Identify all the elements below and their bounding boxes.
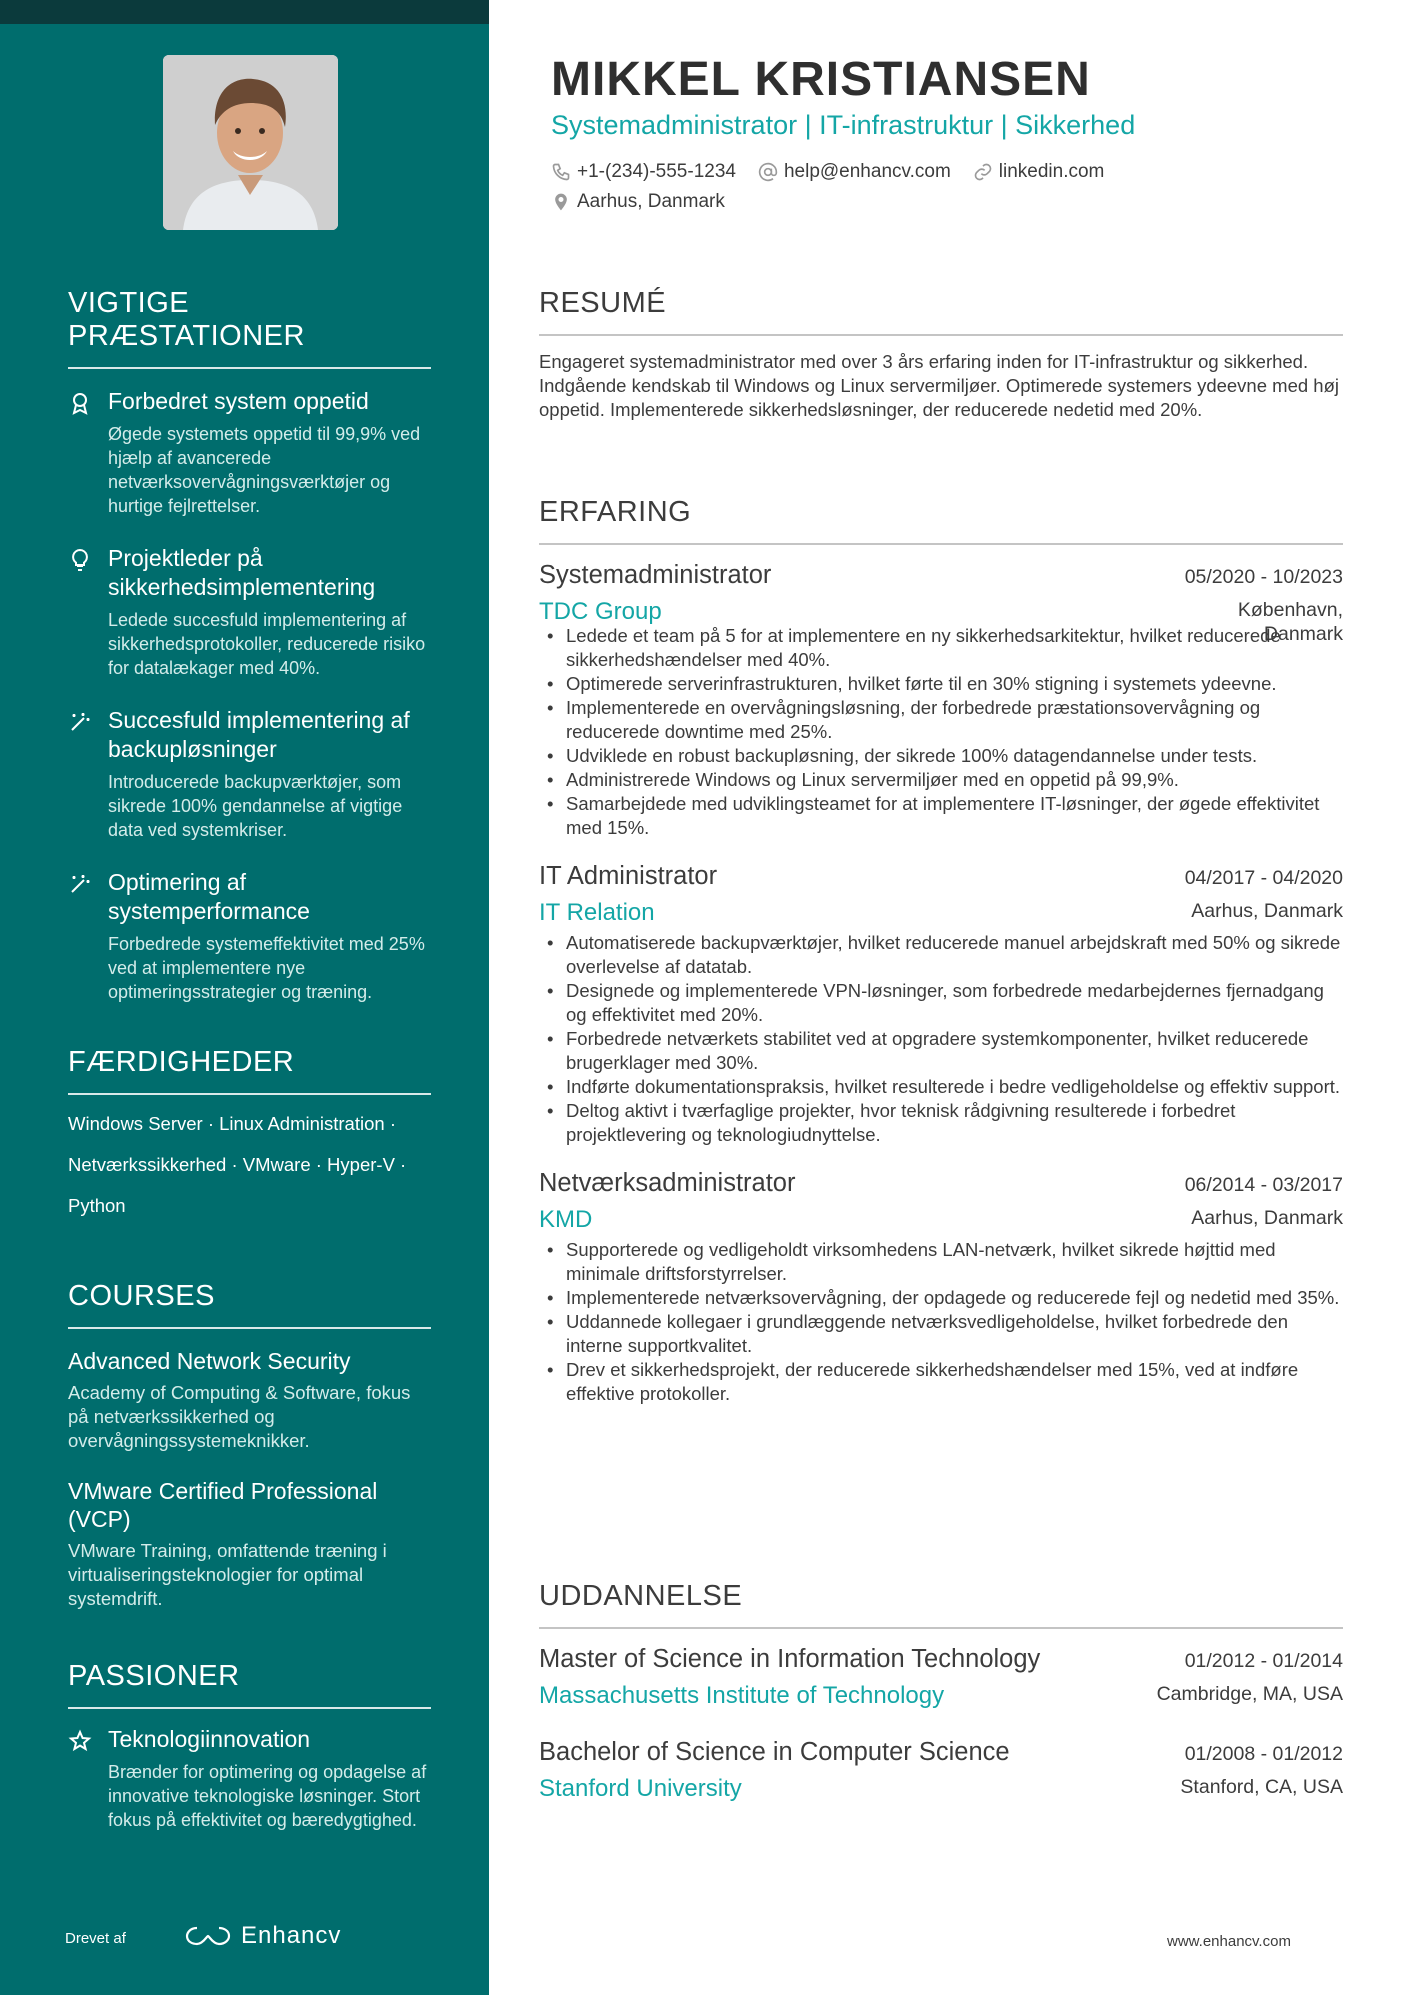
- school-name: Stanford University: [539, 1775, 742, 1802]
- contact-row: [551, 161, 1104, 183]
- email-text: help@enhancv.com: [783, 161, 951, 182]
- job-entry: [539, 862, 1343, 1147]
- achievements-title: VIGTIGE PRÆSTATIONER: [68, 287, 431, 369]
- job-bullet: • Administrerede Windows og Linux servermiljøer med en oppetid på 99,9%.: [539, 768, 1343, 792]
- education-date: 01/2008 - 01/2012: [1184, 1743, 1343, 1765]
- contact-location: [551, 191, 725, 213]
- job-bullet: • Indførte dokumentationspraksis, hvilket resulterede i bedre vedligeholdelse og effektiv support.: [539, 1075, 1343, 1099]
- job-bullet: • Deltog aktivt i tværfaglige projekter, hvor teknisk rådgivning resulterede i forbedret projektlevering og teknologiudnyttelse.: [539, 1099, 1343, 1147]
- contact-email[interactable]: [758, 161, 951, 183]
- candidate-headline: Systemadministrator | IT-infrastruktur | Sikkerhed: [551, 110, 1136, 140]
- courses-section: [68, 1280, 431, 1611]
- lightbulb-icon: [68, 548, 92, 572]
- job-entry: [539, 1169, 1343, 1406]
- course-title: VMware Certified Professional (VCP): [68, 1478, 378, 1532]
- achievement-desc: Introducerede backupværktøjer, som sikrede 100% gendannelse af vigtige data ved systemkriser.: [108, 772, 403, 840]
- job-date: 04/2017 - 04/2020: [1184, 867, 1343, 889]
- experience-title: ERFARING: [539, 496, 1343, 545]
- sidebar: [0, 0, 489, 1995]
- job-location: [1191, 899, 1343, 923]
- job-company: TDC Group: [539, 598, 662, 625]
- sidebar-top-bar: [0, 0, 489, 24]
- job-date: 06/2014 - 03/2017: [1184, 1174, 1343, 1196]
- brand-logo[interactable]: [185, 1922, 341, 1950]
- star-icon: [68, 1729, 92, 1753]
- location-text: Aarhus, Danmark: [577, 191, 725, 212]
- job-bullets: [539, 624, 1343, 840]
- magic-wand-icon: [68, 710, 92, 734]
- education-entry: [539, 1738, 1343, 1803]
- passions-section: [68, 1660, 431, 1832]
- skills-section: [68, 1046, 431, 1226]
- skills-line: Python: [68, 1195, 126, 1216]
- job-company: KMD: [539, 1206, 593, 1233]
- achievement-title: Projektleder på sikkerhedsimplementering: [108, 545, 376, 600]
- job-bullet: • Drev et sikkerhedsprojekt, der reducerede sikkerhedshændelser med 15%, ved at indføre effektive protokoller.: [539, 1358, 1343, 1406]
- education-section: [539, 1580, 1343, 1803]
- magic-wand-icon: [68, 872, 92, 896]
- job-bullet: • Forbedrede netværkets stabilitet ved at opgradere systemkomponenter, hvilket reducerede brugerklager med 30%.: [539, 1027, 1343, 1075]
- job-bullet: • Samarbejdede med udviklingsteamet for at implementere IT-løsninger, der øgede effektivitet med 15%.: [539, 792, 1343, 840]
- location-pin-icon: [551, 192, 571, 212]
- job-bullet: • Udviklede en robust backupløsning, der sikrede 100% datagendannelse under tests.: [539, 744, 1343, 768]
- phone-icon: [551, 162, 571, 182]
- job-title: IT Administrator: [539, 862, 718, 890]
- job-location: [1191, 1206, 1343, 1230]
- passion-item: [68, 1725, 431, 1832]
- job-bullet: • Designede og implementerede VPN-løsninger, som forbedrede medarbejdernes fjernadgang og effektivitet med 20%.: [539, 979, 1343, 1027]
- achievement-item: [68, 544, 431, 680]
- passion-desc: Brænder for optimering og opdagelse af innovative teknologiske løsninger. Stort fokus på effektivitet og bæredygtighed.: [108, 1762, 427, 1830]
- phone-text: +1-(234)-555-1234: [577, 161, 736, 182]
- education-date: 01/2012 - 01/2014: [1184, 1650, 1343, 1672]
- job-bullet: • Implementerede en overvågningsløsning, der forbedrede præstationsovervågning og reducerede downtime med 25%.: [539, 696, 1343, 744]
- passion-title: Teknologiinnovation: [108, 1726, 311, 1752]
- contact-row-2: [551, 191, 725, 213]
- summary-text: Engageret systemadministrator med over 3 års erfaring inden for IT-infrastruktur og sikkerhed. Indgående kendskab til Windows og Linux servermiljøer. Optimerede systemers ydeevne med høj oppetid. Implementerede sikkerhedsløsninger, der reducerede nedetid med 20%.: [539, 351, 1339, 420]
- course-desc: VMware Training, omfattende træning i virtualiseringsteknologier for optimal systemdrift.: [68, 1540, 387, 1609]
- school-name: Massachusetts Institute of Technology: [539, 1682, 945, 1709]
- job-location-line: København,: [1237, 599, 1343, 621]
- contact-linkedin[interactable]: [973, 161, 1105, 183]
- job-bullets: [539, 931, 1343, 1147]
- achievement-item: [68, 868, 431, 1004]
- job-location-line: Aarhus, Danmark: [1191, 900, 1343, 922]
- degree-title: Bachelor of Science in Computer Science: [539, 1738, 1010, 1766]
- education-entry: [539, 1645, 1343, 1710]
- job-title: Systemadministrator: [539, 561, 772, 589]
- powered-by-label: Drevet af: [65, 1930, 126, 1947]
- job-location-line: Aarhus, Danmark: [1191, 1207, 1343, 1229]
- at-icon: [758, 162, 778, 182]
- summary-title: RESUMÉ: [539, 287, 1343, 336]
- achievement-title: Succesfuld implementering af backupløsninger: [108, 707, 410, 762]
- courses-title: COURSES: [68, 1280, 431, 1329]
- job-company: IT Relation: [539, 899, 655, 926]
- skills-title: FÆRDIGHEDER: [68, 1046, 431, 1095]
- school-location: Cambridge, MA, USA: [1156, 1683, 1343, 1705]
- job-bullet: • Ledede et team på 5 for at implementere en ny sikkerhedsarkitektur, hvilket reducerede sikkerhedshændelser med 40%.: [539, 624, 1343, 672]
- job-location-line: Danmark: [1263, 623, 1343, 645]
- contact-phone[interactable]: [551, 161, 736, 183]
- course-item: [68, 1477, 431, 1611]
- achievement-desc: Øgede systemets oppetid til 99,9% ved hjælp af avancerede netværksovervågningsværktøjer og hurtige fejlrettelser.: [108, 424, 421, 516]
- link-icon: [973, 162, 993, 182]
- achievement-title: Forbedret system oppetid: [108, 388, 369, 414]
- job-bullet: • Automatiserede backupværktøjer, hvilket reducerede manuel arbejdskraft med 50% og sikrede overlevelse af datatab.: [539, 931, 1343, 979]
- summary-section: [539, 287, 1343, 422]
- job-bullet: • Uddannede kollegaer i grundlæggende netværksvedligeholdelse, hvilket forbedrede den interne supportkvalitet.: [539, 1310, 1343, 1358]
- linkedin-text: linkedin.com: [998, 161, 1105, 182]
- achievement-item: [68, 387, 431, 518]
- degree-title: Master of Science in Information Technology: [539, 1645, 1041, 1673]
- education-title: UDDANNELSE: [539, 1580, 1343, 1629]
- skills-line: Windows Server · Linux Administration ·: [68, 1113, 396, 1134]
- candidate-name: MIKKEL KRISTIANSEN: [551, 53, 1091, 106]
- course-desc: Academy of Computing & Software, fokus på netværkssikkerhed og overvågningssystemeknikker.: [68, 1382, 411, 1451]
- school-location: Stanford, CA, USA: [1180, 1776, 1343, 1798]
- enhancv-logo-icon: [185, 1924, 231, 1948]
- job-title: Netværksadministrator: [539, 1169, 796, 1197]
- course-title: Advanced Network Security: [68, 1348, 351, 1374]
- achievement-desc: Ledede succesfuld implementering af sikkerhedsprotokoller, reducerede risiko for datalækager med 40%.: [108, 610, 426, 678]
- passions-title: PASSIONER: [68, 1660, 431, 1709]
- job-bullet: • Supporterede og vedligeholdt virksomhedens LAN-netværk, hvilket sikrede højttid med minimale driftsforstyrrelser.: [539, 1238, 1343, 1286]
- job-bullets: [539, 1238, 1343, 1406]
- experience-section: [539, 496, 1343, 1406]
- achievement-desc: Forbedrede systemeffektivitet med 25% ved at implementere nye optimeringsstrategier og træning.: [108, 934, 425, 1002]
- course-item: [68, 1347, 431, 1453]
- job-entry: [539, 561, 1343, 840]
- brand-name: Enhancv: [241, 1922, 342, 1949]
- award-icon: [68, 391, 92, 415]
- skills-list: [68, 1103, 431, 1226]
- skills-line: Netværkssikkerhed · VMware · Hyper-V ·: [68, 1154, 407, 1175]
- achievements-section: [68, 287, 431, 1004]
- achievement-item: [68, 706, 431, 842]
- job-bullet: • Optimerede serverinfrastrukturen, hvilket førte til en 30% stigning i systemets ydeevne.: [539, 672, 1343, 696]
- achievement-title: Optimering af systemperformance: [108, 869, 310, 924]
- job-bullet: • Implementerede netværksovervågning, der opdagede og reducerede fejl og nedetid med 35%.: [539, 1286, 1343, 1310]
- footer-url[interactable]: www.enhancv.com: [1167, 1933, 1291, 1950]
- profile-photo: [163, 55, 338, 230]
- job-date: 05/2020 - 10/2023: [1184, 566, 1343, 588]
